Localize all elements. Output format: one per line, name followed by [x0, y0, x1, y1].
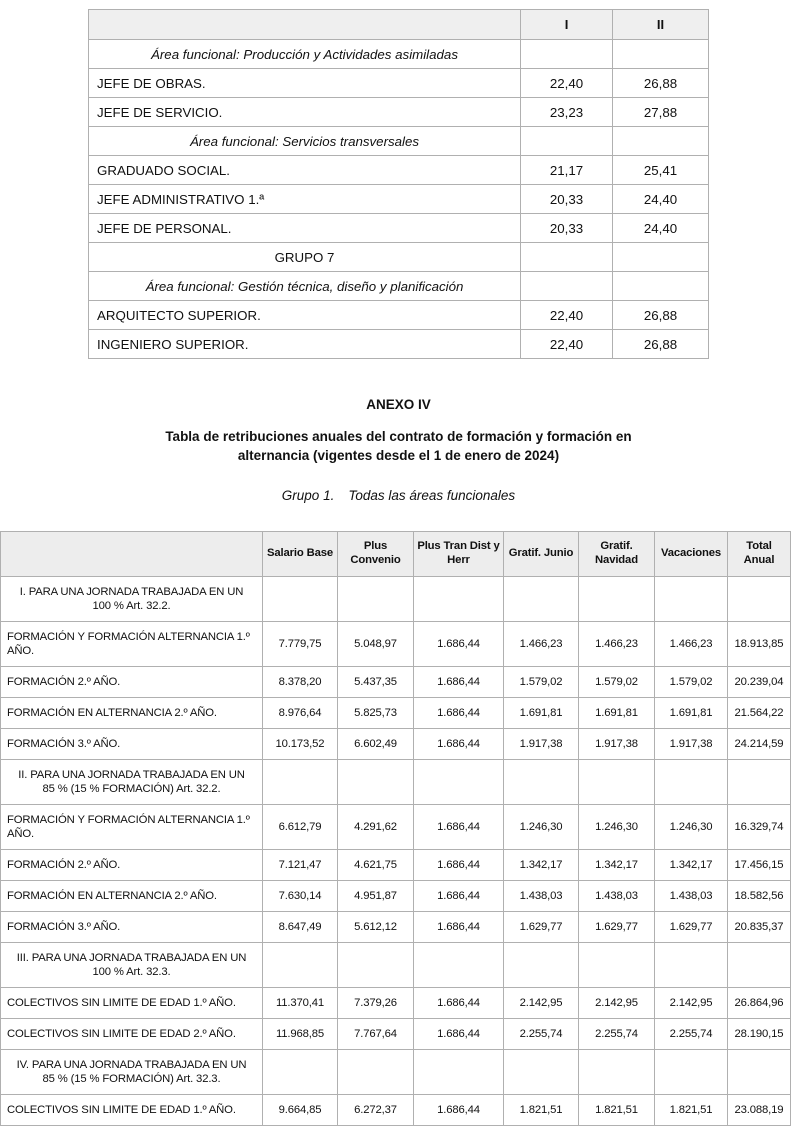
- cell-value: 1.466,23: [655, 622, 728, 667]
- cell-value: 1.579,02: [579, 667, 655, 698]
- row-label: JEFE ADMINISTRATIVO 1.ª: [89, 185, 521, 214]
- cell-value: 1.691,81: [504, 698, 579, 729]
- cell-value: [579, 577, 655, 622]
- cell-value: 22,40: [521, 301, 613, 330]
- row-label: FORMACIÓN EN ALTERNANCIA 2.º AÑO.: [1, 698, 263, 729]
- row-label: INGENIERO SUPERIOR.: [89, 330, 521, 359]
- cell-value: 20,33: [521, 185, 613, 214]
- cell-value: 1.246,30: [655, 805, 728, 850]
- cell-value: 1.438,03: [655, 881, 728, 912]
- cell-value: [414, 577, 504, 622]
- column-header: Salario Base: [263, 532, 338, 577]
- cell-value: 18.913,85: [728, 622, 791, 667]
- cell-value: 1.629,77: [579, 912, 655, 943]
- cell-value: [579, 760, 655, 805]
- cell-value: [728, 1050, 791, 1095]
- cell-value: 23,23: [521, 98, 613, 127]
- section-row: [89, 243, 709, 272]
- section-row: [89, 40, 709, 69]
- cell-value: [521, 40, 613, 69]
- cell-value: 2.255,74: [655, 1019, 728, 1050]
- cell-value: [263, 943, 338, 988]
- cell-value: 2.255,74: [579, 1019, 655, 1050]
- section-row: [1, 943, 791, 988]
- row-label: JEFE DE OBRAS.: [89, 69, 521, 98]
- row-label: JEFE DE SERVICIO.: [89, 98, 521, 127]
- cell-value: 5.048,97: [338, 622, 414, 667]
- cell-value: 1.246,30: [504, 805, 579, 850]
- cell-value: 1.686,44: [414, 1095, 504, 1126]
- cell-value: 1.686,44: [414, 850, 504, 881]
- cell-value: 1.686,44: [414, 1019, 504, 1050]
- cell-value: [655, 943, 728, 988]
- group-label: Grupo 1.: [281, 488, 335, 503]
- group-subtitle: [0, 488, 797, 503]
- row-label: ARQUITECTO SUPERIOR.: [89, 301, 521, 330]
- cell-value: [728, 943, 791, 988]
- cell-value: 23.088,19: [728, 1095, 791, 1126]
- cell-value: 1.917,38: [655, 729, 728, 760]
- group-title: Todas las áreas funcionales: [348, 488, 516, 503]
- cell-value: [338, 1050, 414, 1095]
- cell-value: [613, 40, 709, 69]
- table-row: [1, 729, 791, 760]
- cell-value: 6.612,79: [263, 805, 338, 850]
- table-row: [89, 98, 709, 127]
- cell-value: 1.686,44: [414, 988, 504, 1019]
- table-row: [1, 1095, 791, 1126]
- cell-value: [728, 577, 791, 622]
- table-row: [89, 301, 709, 330]
- table-row: [1, 1019, 791, 1050]
- table-row: [89, 156, 709, 185]
- cell-value: [579, 943, 655, 988]
- cell-value: [338, 943, 414, 988]
- cell-value: [414, 1050, 504, 1095]
- cell-value: 2.142,95: [655, 988, 728, 1019]
- cell-value: 1.629,77: [504, 912, 579, 943]
- cell-value: 1.246,30: [579, 805, 655, 850]
- cell-value: 22,40: [521, 330, 613, 359]
- table-header-row: [1, 532, 791, 577]
- cell-value: [504, 760, 579, 805]
- cell-value: 24,40: [613, 214, 709, 243]
- cell-value: [579, 1050, 655, 1095]
- cell-value: [338, 760, 414, 805]
- group-retribution-table: [88, 9, 709, 359]
- column-header: I: [521, 10, 613, 40]
- cell-value: [263, 760, 338, 805]
- section-row: [89, 127, 709, 156]
- cell-value: 1.466,23: [579, 622, 655, 667]
- cell-value: 27,88: [613, 98, 709, 127]
- section-row: [89, 272, 709, 301]
- table-row: [89, 330, 709, 359]
- column-header: Vacaciones: [655, 532, 728, 577]
- section-label: Área funcional: Producción y Actividades asimiladas: [89, 40, 521, 69]
- table-row: [1, 881, 791, 912]
- table-row: [1, 622, 791, 667]
- cell-value: 7.767,64: [338, 1019, 414, 1050]
- cell-value: 9.664,85: [263, 1095, 338, 1126]
- row-label: FORMACIÓN 2.º AÑO.: [1, 667, 263, 698]
- row-label: COLECTIVOS SIN LIMITE DE EDAD 2.º AÑO.: [1, 1019, 263, 1050]
- cell-value: 2.142,95: [579, 988, 655, 1019]
- column-header: [89, 10, 521, 40]
- cell-value: 1.686,44: [414, 667, 504, 698]
- cell-value: [613, 127, 709, 156]
- column-header: Gratif. Junio: [504, 532, 579, 577]
- cell-value: [613, 272, 709, 301]
- cell-value: 1.686,44: [414, 881, 504, 912]
- section-label: II. PARA UNA JORNADA TRABAJADA EN UN 85 % (15 % FORMACIÓN) Art. 32.2.: [1, 760, 263, 805]
- cell-value: 1.686,44: [414, 698, 504, 729]
- cell-value: 1.691,81: [655, 698, 728, 729]
- cell-value: [613, 243, 709, 272]
- cell-value: [504, 1050, 579, 1095]
- cell-value: 8.976,64: [263, 698, 338, 729]
- cell-value: 1.686,44: [414, 729, 504, 760]
- cell-value: 1.438,03: [504, 881, 579, 912]
- cell-value: 21.564,22: [728, 698, 791, 729]
- cell-value: [655, 577, 728, 622]
- cell-value: [521, 243, 613, 272]
- row-label: FORMACIÓN EN ALTERNANCIA 2.º AÑO.: [1, 881, 263, 912]
- cell-value: [504, 943, 579, 988]
- row-label: GRADUADO SOCIAL.: [89, 156, 521, 185]
- cell-value: 1.821,51: [504, 1095, 579, 1126]
- cell-value: 4.951,87: [338, 881, 414, 912]
- cell-value: 5.437,35: [338, 667, 414, 698]
- cell-value: 28.190,15: [728, 1019, 791, 1050]
- cell-value: 26,88: [613, 301, 709, 330]
- cell-value: 21,17: [521, 156, 613, 185]
- cell-value: 1.629,77: [655, 912, 728, 943]
- cell-value: 8.647,49: [263, 912, 338, 943]
- cell-value: [521, 272, 613, 301]
- cell-value: 6.602,49: [338, 729, 414, 760]
- cell-value: 17.456,15: [728, 850, 791, 881]
- cell-value: [521, 127, 613, 156]
- column-header: Gratif. Navidad: [579, 532, 655, 577]
- cell-value: [338, 577, 414, 622]
- cell-value: 26,88: [613, 69, 709, 98]
- section-label: Área funcional: Gestión técnica, diseño y planificación: [89, 272, 521, 301]
- column-header: Plus Convenio: [338, 532, 414, 577]
- cell-value: 7.121,47: [263, 850, 338, 881]
- cell-value: [728, 760, 791, 805]
- cell-value: 1.342,17: [579, 850, 655, 881]
- column-header: Total Anual: [728, 532, 791, 577]
- cell-value: 20.835,37: [728, 912, 791, 943]
- section-label: GRUPO 7: [89, 243, 521, 272]
- row-label: COLECTIVOS SIN LIMITE DE EDAD 1.º AÑO.: [1, 1095, 263, 1126]
- cell-value: 1.579,02: [655, 667, 728, 698]
- cell-value: 6.272,37: [338, 1095, 414, 1126]
- row-label: FORMACIÓN Y FORMACIÓN ALTERNANCIA 1.º AÑO.: [1, 622, 263, 667]
- cell-value: 1.821,51: [655, 1095, 728, 1126]
- row-label: FORMACIÓN Y FORMACIÓN ALTERNANCIA 1.º AÑO.: [1, 805, 263, 850]
- table-title-line1: Tabla de retribuciones anuales del contrato de formación y formación en: [165, 429, 632, 444]
- cell-value: 20,33: [521, 214, 613, 243]
- cell-value: 1.821,51: [579, 1095, 655, 1126]
- section-row: [1, 760, 791, 805]
- column-header: [1, 532, 263, 577]
- cell-value: 1.438,03: [579, 881, 655, 912]
- cell-value: 24.214,59: [728, 729, 791, 760]
- cell-value: 25,41: [613, 156, 709, 185]
- cell-value: 18.582,56: [728, 881, 791, 912]
- cell-value: 1.917,38: [579, 729, 655, 760]
- annual-retribution-table: [0, 531, 791, 1126]
- cell-value: 5.612,12: [338, 912, 414, 943]
- row-label: FORMACIÓN 3.º AÑO.: [1, 912, 263, 943]
- table-title-line2: alternancia (vigentes desde el 1 de enero de 2024): [237, 448, 560, 463]
- cell-value: 24,40: [613, 185, 709, 214]
- cell-value: 7.379,26: [338, 988, 414, 1019]
- cell-value: 20.239,04: [728, 667, 791, 698]
- cell-value: 1.691,81: [579, 698, 655, 729]
- cell-value: 8.378,20: [263, 667, 338, 698]
- section-row: [1, 577, 791, 622]
- cell-value: 7.779,75: [263, 622, 338, 667]
- row-label: FORMACIÓN 2.º AÑO.: [1, 850, 263, 881]
- column-header: Plus Tran Dist y Herr: [414, 532, 504, 577]
- cell-value: 1.579,02: [504, 667, 579, 698]
- cell-value: 1.466,23: [504, 622, 579, 667]
- table-row: [89, 214, 709, 243]
- cell-value: [655, 1050, 728, 1095]
- cell-value: [263, 577, 338, 622]
- cell-value: 16.329,74: [728, 805, 791, 850]
- table-header-row: [89, 10, 709, 40]
- cell-value: 10.173,52: [263, 729, 338, 760]
- row-label: JEFE DE PERSONAL.: [89, 214, 521, 243]
- section-label: I. PARA UNA JORNADA TRABAJADA EN UN 100 % Art. 32.2.: [1, 577, 263, 622]
- cell-value: [414, 943, 504, 988]
- cell-value: 1.917,38: [504, 729, 579, 760]
- cell-value: 2.255,74: [504, 1019, 579, 1050]
- cell-value: [414, 760, 504, 805]
- cell-value: 7.630,14: [263, 881, 338, 912]
- table-row: [89, 69, 709, 98]
- row-label: FORMACIÓN 3.º AÑO.: [1, 729, 263, 760]
- section-label: IV. PARA UNA JORNADA TRABAJADA EN UN 85 % (15 % FORMACIÓN) Art. 32.3.: [1, 1050, 263, 1095]
- cell-value: 4.621,75: [338, 850, 414, 881]
- cell-value: [504, 577, 579, 622]
- cell-value: 26.864,96: [728, 988, 791, 1019]
- column-header: II: [613, 10, 709, 40]
- cell-value: 5.825,73: [338, 698, 414, 729]
- cell-value: 1.686,44: [414, 622, 504, 667]
- table-row: [1, 988, 791, 1019]
- section-label: III. PARA UNA JORNADA TRABAJADA EN UN 100 % Art. 32.3.: [1, 943, 263, 988]
- cell-value: 2.142,95: [504, 988, 579, 1019]
- cell-value: 1.686,44: [414, 805, 504, 850]
- cell-value: 11.370,41: [263, 988, 338, 1019]
- table-row: [1, 667, 791, 698]
- cell-value: 1.342,17: [655, 850, 728, 881]
- cell-value: [263, 1050, 338, 1095]
- cell-value: [655, 760, 728, 805]
- cell-value: 4.291,62: [338, 805, 414, 850]
- table-row: [1, 805, 791, 850]
- table-row: [1, 850, 791, 881]
- cell-value: 1.342,17: [504, 850, 579, 881]
- cell-value: 11.968,85: [263, 1019, 338, 1050]
- table-title: [0, 427, 797, 465]
- section-row: [1, 1050, 791, 1095]
- section-label: Área funcional: Servicios transversales: [89, 127, 521, 156]
- row-label: COLECTIVOS SIN LIMITE DE EDAD 1.º AÑO.: [1, 988, 263, 1019]
- anexo-heading: ANEXO IV: [366, 397, 431, 412]
- cell-value: 26,88: [613, 330, 709, 359]
- table-row: [89, 185, 709, 214]
- cell-value: 1.686,44: [414, 912, 504, 943]
- cell-value: 22,40: [521, 69, 613, 98]
- table-row: [1, 912, 791, 943]
- table-row: [1, 698, 791, 729]
